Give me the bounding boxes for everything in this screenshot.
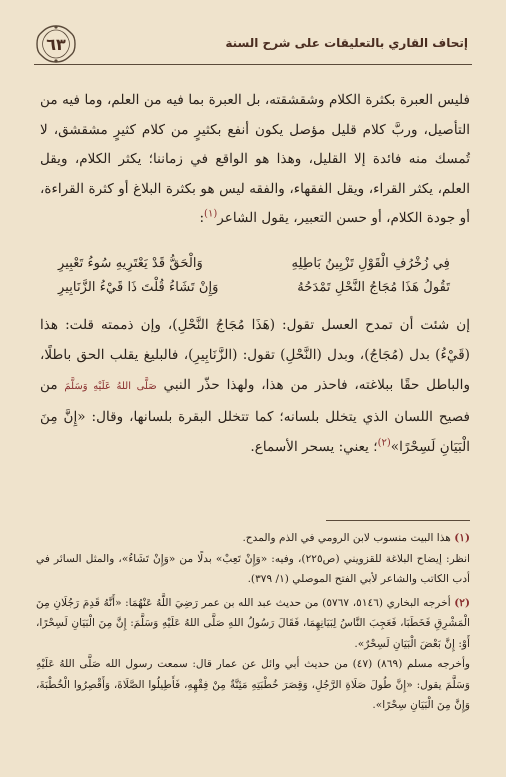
page-number: ٦٣: [46, 34, 66, 54]
verse-line2-second-hemistich: وَإِنْ تَشَاءُ قُلْتَ ذَا قَيْءُ الزَّنَابِيرِ: [58, 280, 219, 295]
footnote-separator: [326, 520, 470, 521]
verse-line1-second-hemistich: وَالْحَقُّ قَدْ يَعْتَرِيهِ سُوءُ تَعْبِيرِ: [58, 256, 203, 271]
main-text-block-1: [40, 86, 470, 234]
poem-block: [40, 256, 470, 310]
footnote-text: وأخرجه مسلم (٨٦٩) (٤٧) من حديث أبي وائل عن عمار قال: سمعت رسول الله صَلَّى اللهُ عَلَيْهِ وَسَلَّمَ يقول: «إِنَّ طُولَ صَلَاةِ الرَّجُلِ، وَقِصَرَ خُطْبَتِهِ مَئِنَّةٌ مِنْ فِقْهِهِ، فَأَطِيلُوا الصَّلَاةَ، وَأَقْصِرُوا الْخُطْبَةَ، وَإِنَّ مِنَ الْبَيَانِ سِحْرًا».: [36, 658, 470, 711]
footnote: [36, 528, 470, 590]
running-title: إتحاف القاري بالتعليقات على شرح السنة: [225, 36, 468, 50]
footnote-text: أخرجه البخاري (٥١٤٦، ٥٧٦٧) من حديث عبد الله بن عمر رَضِيَ اللَّهُ عَنْهُمَا: «أَنَّهُ قَدِمَ رَجُلَانِ مِنَ الْمَشْرِقِ فَخَطَبَا، فَعَجِبَ النَّاسُ لِبَيَانِهِمَا، فَقَالَ رَسُولُ اللهِ صَلَّى اللهُ عَلَيْهِ وَسَلَّمَ: إِنَّ مِنَ الْبَيَانِ لَسِحْرًا، أَوْ: إِنَّ بَعْضَ الْبَيَانِ لَسِحْرٌ».: [36, 596, 470, 650]
paragraph-text: إن شئت أن تمدح العسل تقول: (هَذَا مُجَاجُ النَّحْلِ)، وإن ذممته قلت: هذا (قَيْءُ) بدل (مُجَاجُ)، وبدل (النَّحْلِ) تقول: (الزَّنَابِيرِ)، فالبليغ يقلب الحق باطلًا، والباطل حقًا ببلاغته، فاحذر من هذا، ولهذا حذّر النبي: [40, 317, 471, 393]
footnotes: [36, 528, 470, 719]
paragraph-text: من فصيح اللسان الذي يتخلل بلسانه؛ كما تتخلل البقرة بلسانها، وقال: «إِنَّ مِنَ الْبَيَانِ لَسِحْرًا»: [40, 377, 470, 455]
footnote-text: هذا البيت منسوب لابن الرومي في الذم والمدح.: [242, 532, 451, 544]
paragraph: فليس العبرة بكثرة الكلام وشقشقته، بل العبرة بما فيه من العلم، وما فيه من التأصيل، وربَّ كلام قليل مؤصل يكون أنفع بكثيرٍ من كلام كثيرٍ مشقشق، لا تُمسك منه فائدة إلا القليل، وهذا هو الواقع في زماننا؛ يكثر الكلام، ويقل العلم، يكثر القراء، ويقل الفقهاء، والفقه ليس هو بكثرة البلاغ أو كثرة القراءة، أو جودة الكلام، أو حسن التعبير، يقول الشاعر$^{(١)}$:: [40, 92, 470, 226]
paragraph: [40, 310, 470, 462]
footnote-text: انظر: إيضاح البلاغة للقزويني (ص٢٢٥)، وفيه: «وَإِنْ تَعِبْ» بدلًا من «وَإِنْ تَشَاءُ»، والمثل السائر في أدب الكاتب والشاعر لأبي الفتح الموصلي (١/ ٣٧٩).: [36, 552, 470, 585]
footnote-mark: (١): [454, 532, 470, 544]
paragraph-text: ؛ يعني: يسحر الأسماع.: [250, 439, 378, 455]
footnote-reference: (٢): [377, 437, 391, 449]
paragraph-text: فليس العبرة بكثرة الكلام وشقشقته، بل العبرة بما فيه من العلم، وما فيه من التأصيل، وربَّ كلام قليل مؤصل يكون أنفع بكثيرٍ من كلام كثيرٍ مشقشق، لا تُمسك منه فائدة إلا القليل، وهذا هو الواقع في زماننا؛ يكثر الكلام، ويقل العلم، يكثر القراء، ويقل الفقهاء، والفقه ليس هو بكثرة البلاغ أو كثرة القراءة، أو جودة الكلام، أو حسن التعبير، يقول الشاعر: [40, 92, 470, 226]
page-header: [34, 30, 472, 65]
main-text-block-2: [40, 310, 470, 462]
verse-line1-first-hemistich: فِي زُخْرُفِ الْقَوْلِ تَزْيِينُ بَاطِلِهِ: [291, 256, 450, 271]
salawat-glyph: صَلَّى اللهُ عَلَيْهِ وَسَلَّمَ: [64, 381, 157, 392]
footnote: [36, 593, 470, 716]
footnote-reference: (١): [204, 208, 218, 220]
verse-line2-first-hemistich: تَقُولُ هَذَا مُجَاجُ النَّحْلِ تَمْدَحُهُ: [297, 280, 450, 295]
footnote-mark: (٢): [454, 596, 470, 609]
page-number-badge: [34, 24, 78, 64]
